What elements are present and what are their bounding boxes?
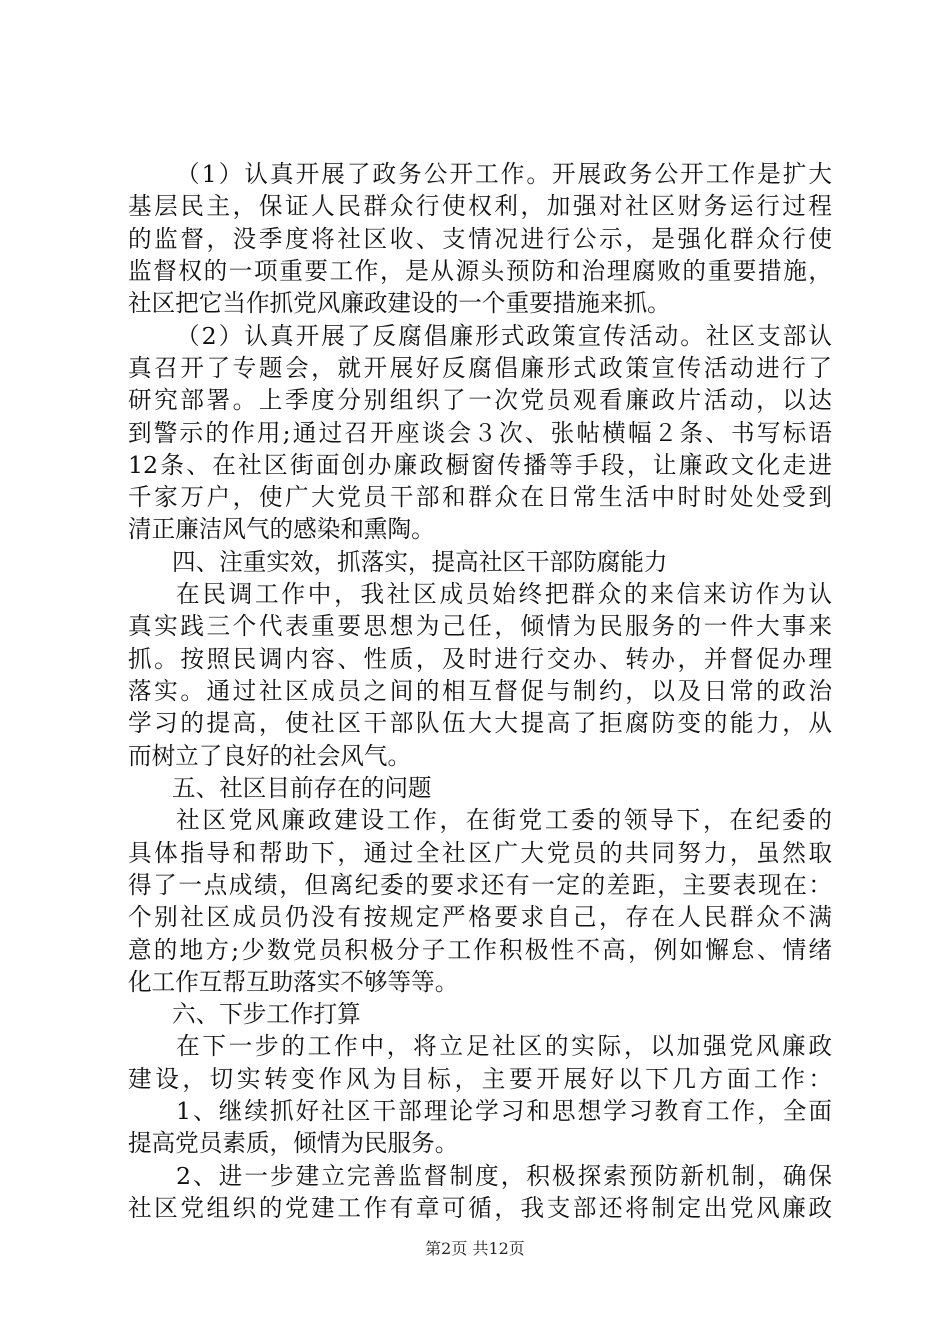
paragraph-line: 2、进一步建立完善监督制度，积极探索预防新机制，确保: [176, 1162, 832, 1190]
section-heading: 四、注重实效，抓落实，提高社区干部防腐能力: [172, 548, 668, 576]
paragraph-line: 真实践三个代表重要思想为己任，倾情为民服务的一件大事来: [128, 612, 832, 640]
paragraph-line: 监督权的一项重要工作，是从源头预防和治理腐败的重要措施，: [128, 257, 832, 285]
section-heading: 六、下步工作打算: [172, 1000, 361, 1028]
paragraph-line: 的监督，没季度将社区收、支情况进行公示，是强化群众行使: [128, 225, 832, 253]
paragraph-line: 具体指导和帮助下，通过全社区广大党员的共同努力，虽然取: [128, 839, 832, 867]
paragraph-line: 12条、在社区街面创办廉政橱窗传播等手段，让廉政文化走进: [128, 451, 832, 479]
paragraph-line: 1、继续抓好社区干部理论学习和思想学习教育工作，全面: [176, 1097, 832, 1125]
paragraph-line: 落实。通过社区成员之间的相互督促与制约，以及日常的政治: [128, 677, 832, 705]
paragraph-line: 真召开了专题会，就开展好反腐倡廉形式政策宣传活动进行了: [128, 354, 832, 382]
paragraph-line: 学习的提高，使社区干部队伍大大提高了拒腐防变的能力，从: [128, 709, 832, 737]
paragraph-line: 意的地方;少数党员积极分子工作积极性不高，例如懈怠、情绪: [128, 936, 832, 964]
paragraph-line: 在下一步的工作中，将立足社区的实际，以加强党风廉政: [176, 1032, 832, 1060]
paragraph-line: （1）认真开展了政务公开工作。开展政务公开工作是扩大: [176, 160, 832, 188]
paragraph-line: 千家万户，使广大党员干部和群众在日常生活中时时处处受到: [128, 483, 832, 511]
paragraph-line: 在民调工作中，我社区成员始终把群众的来信来访作为认: [176, 580, 832, 608]
paragraph-line: 化工作互帮互助落实不够等等。: [128, 968, 459, 996]
paragraph-line: 个别社区成员仍没有按规定严格要求自己，存在人民群众不满: [128, 903, 832, 931]
paragraph-line: （2）认真开展了反腐倡廉形式政策宣传活动。社区支部认: [176, 322, 832, 350]
paragraph-line: 而树立了良好的社会风气。: [128, 742, 412, 770]
paragraph-line: 研究部署。上季度分别组织了一次党员观看廉政片活动，以达: [128, 386, 832, 414]
paragraph-line: 抓。按照民调内容、性质，及时进行交办、转办，并督促办理: [128, 645, 832, 673]
paragraph-line: 社区党风廉政建设工作，在街党工委的领导下，在纪委的: [176, 806, 832, 834]
paragraph-line: 基层民主，保证人民群众行使权利，加强对社区财务运行过程: [128, 192, 832, 220]
paragraph-line: 社区党组织的党建工作有章可循，我支部还将制定出党风廉政: [128, 1194, 832, 1222]
paragraph-line: 提高党员素质，倾情为民服务。: [128, 1129, 459, 1157]
paragraph-line: 清正廉洁风气的感染和熏陶。: [128, 515, 435, 543]
section-heading: 五、社区目前存在的问题: [172, 774, 432, 802]
page-number-footer: 第2页 共12页: [425, 1239, 525, 1258]
paragraph-line: 到警示的作用;通过召开座谈会３次、张帖横幅２条、书写标语: [128, 419, 832, 447]
paragraph-line: 得了一点成绩，但离纪委的要求还有一定的差距，主要表现在：: [128, 871, 832, 899]
paragraph-line: 社区把它当作抓党风廉政建设的一个重要措施来抓。: [128, 289, 671, 317]
paragraph-line: 建设，切实转变作风为目标，主要开展好以下几方面工作：: [128, 1065, 832, 1093]
